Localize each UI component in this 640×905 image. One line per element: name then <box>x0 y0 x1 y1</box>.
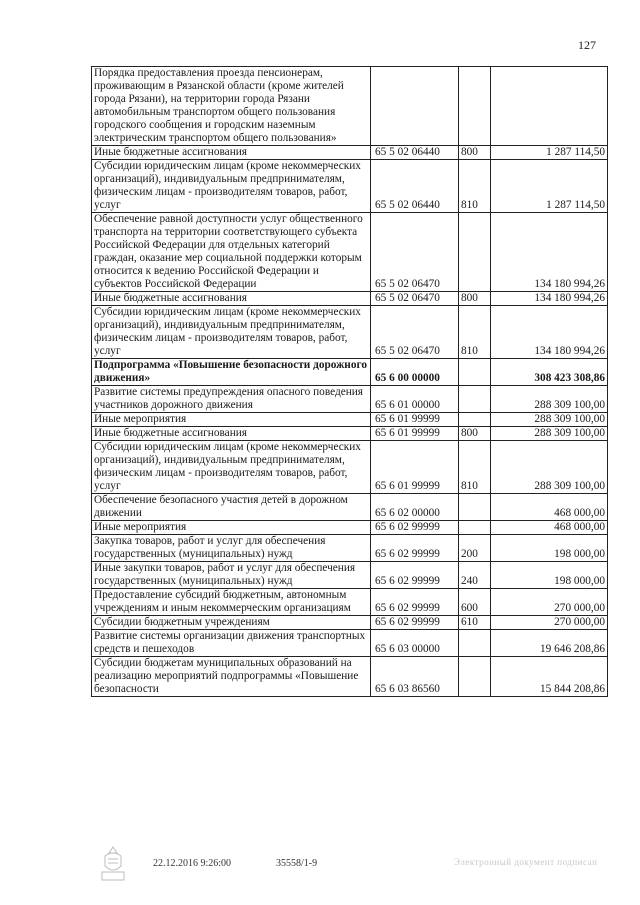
row-amount: 288 309 100,00 <box>491 386 608 413</box>
table-row <box>92 494 608 521</box>
row-name: Субсидии бюджетным учреждениям <box>92 616 371 630</box>
row-expense-type <box>459 359 491 386</box>
table-row <box>92 67 608 146</box>
row-code: 65 6 01 99999 <box>371 441 459 494</box>
row-code: 65 6 02 99999 <box>371 589 459 616</box>
table-row <box>92 562 608 589</box>
row-expense-type: 600 <box>459 589 491 616</box>
budget-table-body <box>92 67 608 697</box>
row-expense-type: 200 <box>459 535 491 562</box>
row-code: 65 6 03 00000 <box>371 630 459 657</box>
row-amount: 468 000,00 <box>491 521 608 535</box>
row-expense-type <box>459 521 491 535</box>
row-name: Иные бюджетные ассигнования <box>92 427 371 441</box>
table-row <box>92 589 608 616</box>
row-expense-type: 800 <box>459 146 491 160</box>
row-name: Порядка предоставления проезда пенсионерам, проживающим в Рязанской области (кроме жителей города Рязани), на территории города Рязани автомобильным транспортом общего пользования городского сообщения и городским наземным электрическим транспортом общего пользования» <box>92 67 371 146</box>
row-amount <box>491 67 608 146</box>
row-name: Иные мероприятия <box>92 413 371 427</box>
row-amount: 288 309 100,00 <box>491 441 608 494</box>
row-expense-type: 800 <box>459 292 491 306</box>
table-row <box>92 427 608 441</box>
row-name: Обеспечение равной доступности услуг общественного транспорта на территории соответствующего субъекта Российской Федерации для отдельных категорий граждан, оказание мер социальной поддержки которым относится к ведению Российской Федерации и субъектов Российской Федерации <box>92 213 371 292</box>
row-amount: 198 000,00 <box>491 562 608 589</box>
row-amount: 288 309 100,00 <box>491 413 608 427</box>
row-expense-type: 610 <box>459 616 491 630</box>
budget-table <box>91 66 608 697</box>
row-code: 65 6 03 86560 <box>371 657 459 697</box>
table-row <box>92 146 608 160</box>
row-name: Субсидии юридическим лицам (кроме некоммерческих организаций), индивидуальным предпринимателям, физическим лицам - производителям товаров, работ, услуг <box>92 441 371 494</box>
table-row <box>92 413 608 427</box>
emblem-stamp-icon <box>96 844 130 884</box>
row-code: 65 6 01 99999 <box>371 413 459 427</box>
row-code <box>371 67 459 146</box>
row-amount: 288 309 100,00 <box>491 427 608 441</box>
row-code: 65 5 02 06470 <box>371 306 459 359</box>
row-amount: 198 000,00 <box>491 535 608 562</box>
row-amount: 468 000,00 <box>491 494 608 521</box>
row-amount: 134 180 994,26 <box>491 213 608 292</box>
row-code: 65 6 02 99999 <box>371 562 459 589</box>
row-amount: 308 423 308,86 <box>491 359 608 386</box>
row-expense-type: 800 <box>459 427 491 441</box>
table-row <box>92 359 608 386</box>
row-expense-type <box>459 386 491 413</box>
row-amount: 134 180 994,26 <box>491 292 608 306</box>
row-amount: 134 180 994,26 <box>491 306 608 359</box>
row-code: 65 6 01 99999 <box>371 427 459 441</box>
row-code: 65 6 02 99999 <box>371 521 459 535</box>
row-expense-type <box>459 630 491 657</box>
row-name: Субсидии юридическим лицам (кроме некоммерческих организаций), индивидуальным предпринимателям, физическим лицам - производителям товаров, работ, услуг <box>92 160 371 213</box>
row-amount: 1 287 114,50 <box>491 160 608 213</box>
watermark-text: Электронный документ подписан <box>454 857 598 867</box>
table-row <box>92 306 608 359</box>
page-number: 127 <box>578 38 596 52</box>
row-code: 65 6 02 99999 <box>371 616 459 630</box>
row-code: 65 5 02 06440 <box>371 160 459 213</box>
row-expense-type <box>459 494 491 521</box>
row-expense-type: 810 <box>459 441 491 494</box>
row-code: 65 6 02 99999 <box>371 535 459 562</box>
row-name: Субсидии бюджетам муниципальных образований на реализацию мероприятий подпрограммы «Повышение безопасности <box>92 657 371 697</box>
row-name: Подпрограмма «Повышение безопасности дорожного движения» <box>92 359 371 386</box>
row-code: 65 6 00 00000 <box>371 359 459 386</box>
row-name: Иные бюджетные ассигнования <box>92 146 371 160</box>
row-name: Развитие системы предупреждения опасного поведения участников дорожного движения <box>92 386 371 413</box>
table-row <box>92 213 608 292</box>
row-code: 65 5 02 06470 <box>371 292 459 306</box>
footer-datetime: 22.12.2016 9:26:00 <box>153 858 232 869</box>
table-row <box>92 657 608 697</box>
table-row <box>92 386 608 413</box>
row-name: Субсидии юридическим лицам (кроме некоммерческих организаций), индивидуальным предпринимателям, физическим лицам - производителям товаров, работ, услуг <box>92 306 371 359</box>
table-row <box>92 616 608 630</box>
row-expense-type: 240 <box>459 562 491 589</box>
row-code: 65 6 01 00000 <box>371 386 459 413</box>
row-expense-type <box>459 213 491 292</box>
row-amount: 270 000,00 <box>491 616 608 630</box>
table-row <box>92 441 608 494</box>
row-amount: 19 646 208,86 <box>491 630 608 657</box>
footer-doc-id: 35558/1-9 <box>276 858 318 869</box>
table-row <box>92 535 608 562</box>
row-expense-type <box>459 67 491 146</box>
row-code: 65 5 02 06470 <box>371 213 459 292</box>
table-row <box>92 521 608 535</box>
table-row <box>92 630 608 657</box>
row-code: 65 5 02 06440 <box>371 146 459 160</box>
table-row <box>92 160 608 213</box>
row-name: Иные закупки товаров, работ и услуг для обеспечения государственных (муниципальных) нужд <box>92 562 371 589</box>
row-name: Закупка товаров, работ и услуг для обеспечения государственных (муниципальных) нужд <box>92 535 371 562</box>
row-expense-type: 810 <box>459 160 491 213</box>
table-row <box>92 292 608 306</box>
row-expense-type <box>459 413 491 427</box>
row-expense-type: 810 <box>459 306 491 359</box>
row-name: Иные мероприятия <box>92 521 371 535</box>
row-amount: 15 844 208,86 <box>491 657 608 697</box>
row-name: Обеспечение безопасного участия детей в дорожном движении <box>92 494 371 521</box>
row-amount: 1 287 114,50 <box>491 146 608 160</box>
row-expense-type <box>459 657 491 697</box>
row-amount: 270 000,00 <box>491 589 608 616</box>
row-name: Предоставление субсидий бюджетным, автономным учреждениям и иным некоммерческим организациям <box>92 589 371 616</box>
row-name: Иные бюджетные ассигнования <box>92 292 371 306</box>
row-name: Развитие системы организации движения транспортных средств и пешеходов <box>92 630 371 657</box>
row-code: 65 6 02 00000 <box>371 494 459 521</box>
